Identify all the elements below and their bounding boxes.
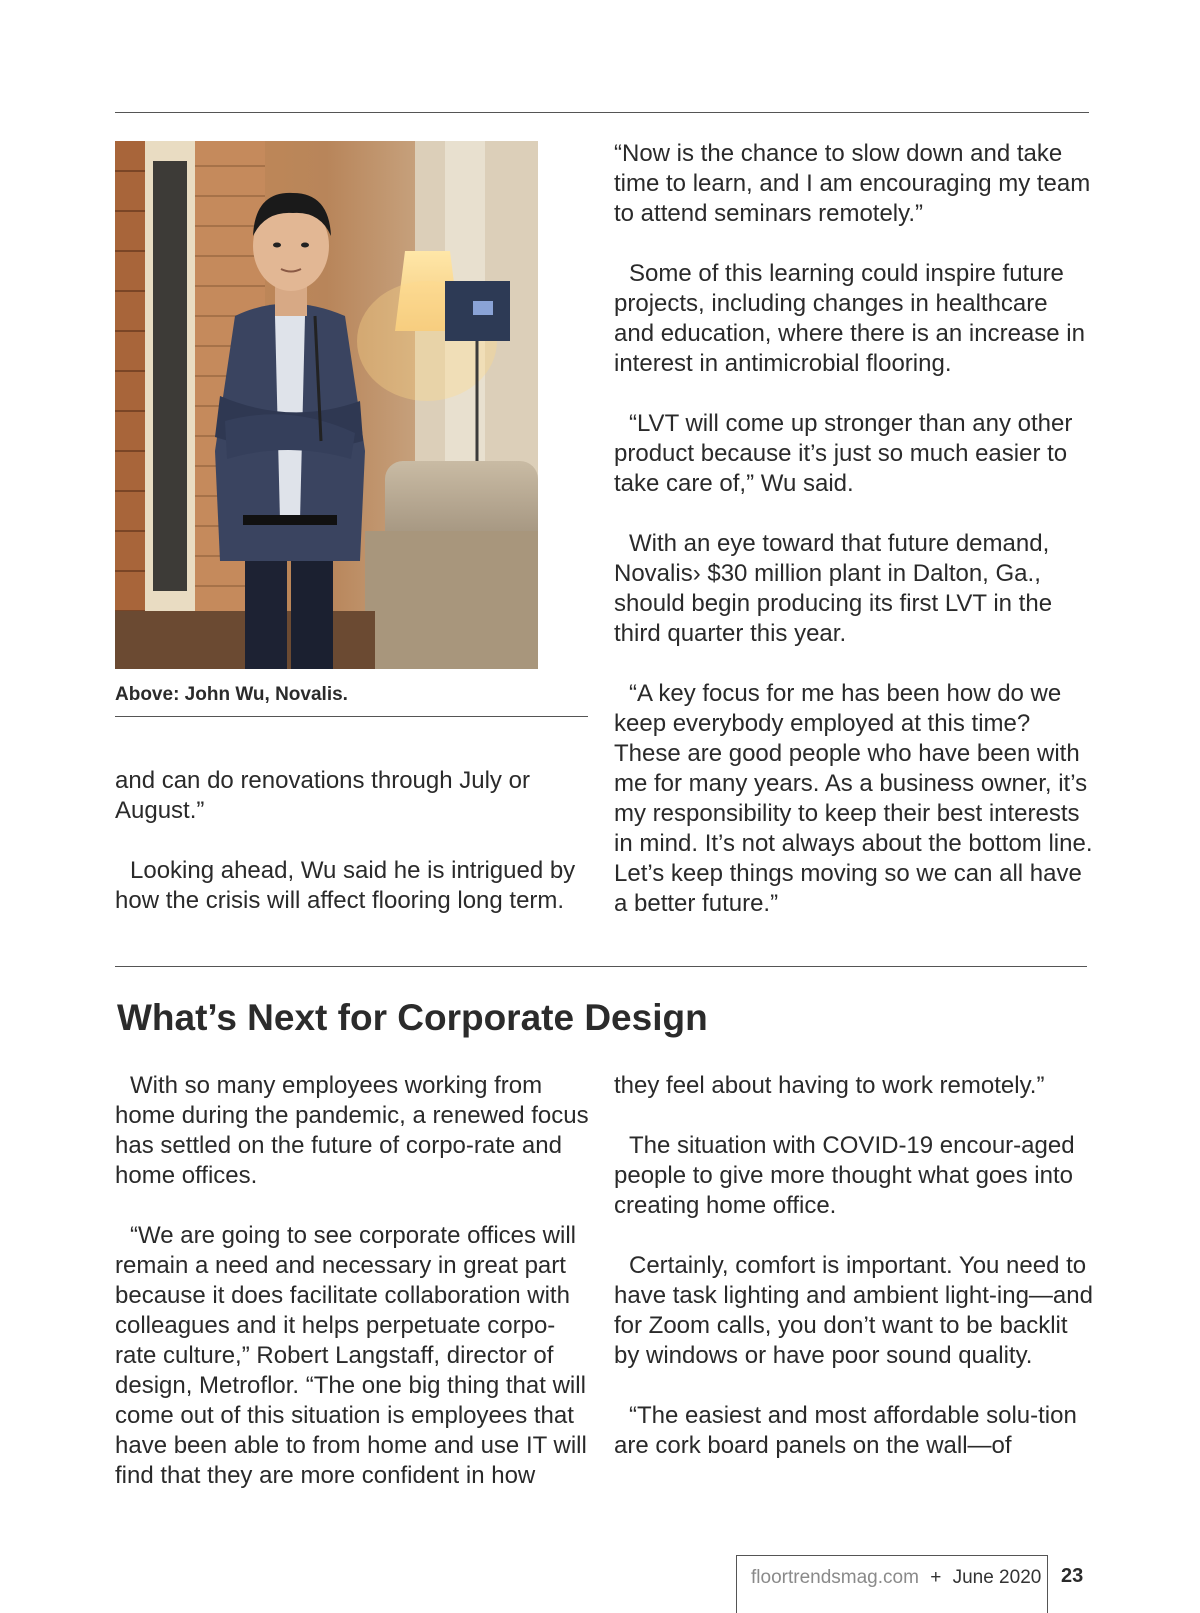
footer-separator: + [930, 1567, 942, 1588]
paragraph: Looking ahead, Wu said he is intrigued by how the crisis will affect flooring long term. [115, 857, 576, 914]
footer-info [751, 1567, 1041, 1589]
paragraph: “We are going to see corporate offices will remain a need and necessary in great part because it does facilitate collaboration with colleagues and it helps perpetuate corpo-rate culture,” Robert Langstaff, director of design, Metroflor. “The one big thing that will come out of this situation is employees that have been able to from home and use IT will find that they are more confident in how [115, 1222, 587, 1489]
paragraph: Some of this learning could inspire future projects, including changes in healthcare and education, where there is an increase in interest in antimicrobial flooring. [614, 260, 1085, 377]
paragraph: The situation with COVID-19 encour-aged people to give more thought what goes into creating home office. [614, 1132, 1075, 1219]
paragraph: “LVT will come up stronger than any other product because it’s just so much easier to take care of,” Wu said. [614, 410, 1073, 497]
section-left-column [115, 1071, 593, 1491]
paragraph: With so many employees working from home during the pandemic, a renewed focus has settled on the future of corpo-rate and home offices. [115, 1072, 589, 1189]
caption-rule [115, 716, 588, 717]
paragraph: “The easiest and most affordable solu-tion are cork board panels on the wall—of [614, 1402, 1077, 1459]
paragraph: Certainly, comfort is important. You need to have task lighting and ambient light-ing—and for Zoom calls, you don’t want to be backlit by windows or have poor sound quality. [614, 1252, 1093, 1369]
page-number: 23 [1061, 1565, 1084, 1587]
top-left-column [115, 766, 595, 916]
top-rule [115, 112, 1089, 113]
footer-issue: June 2020 [952, 1567, 1042, 1588]
paragraph: and can do renovations through July or August.” [115, 767, 530, 824]
portrait-photo [115, 141, 538, 669]
paragraph: “A key focus for me has been how do we keep everybody employed at this time? These are good people who have been with me for many years. As a business owner, it’s my responsibility to keep their best interests in mind. It’s not always about the bottom line. Let’s keep things moving so we can all have a better future.” [614, 680, 1093, 917]
top-right-column [614, 139, 1094, 919]
section-rule [115, 966, 1087, 967]
paragraph: With an eye toward that future demand, Novalis› $30 million plant in Dalton, Ga., should begin producing its first LVT in the third quarter this year. [614, 530, 1053, 647]
footer-site-link[interactable]: floortrendsmag.com [751, 1567, 919, 1588]
section-right-column [614, 1071, 1094, 1461]
paragraph: “Now is the chance to slow down and take time to learn, and I am encouraging my team to attend seminars remotely.” [614, 140, 1091, 227]
photo-caption: Above: John Wu, Novalis. [115, 684, 348, 705]
paragraph: they feel about having to work remotely.” [614, 1072, 1045, 1099]
section-headline: What’s Next for Corporate Design [117, 997, 708, 1038]
